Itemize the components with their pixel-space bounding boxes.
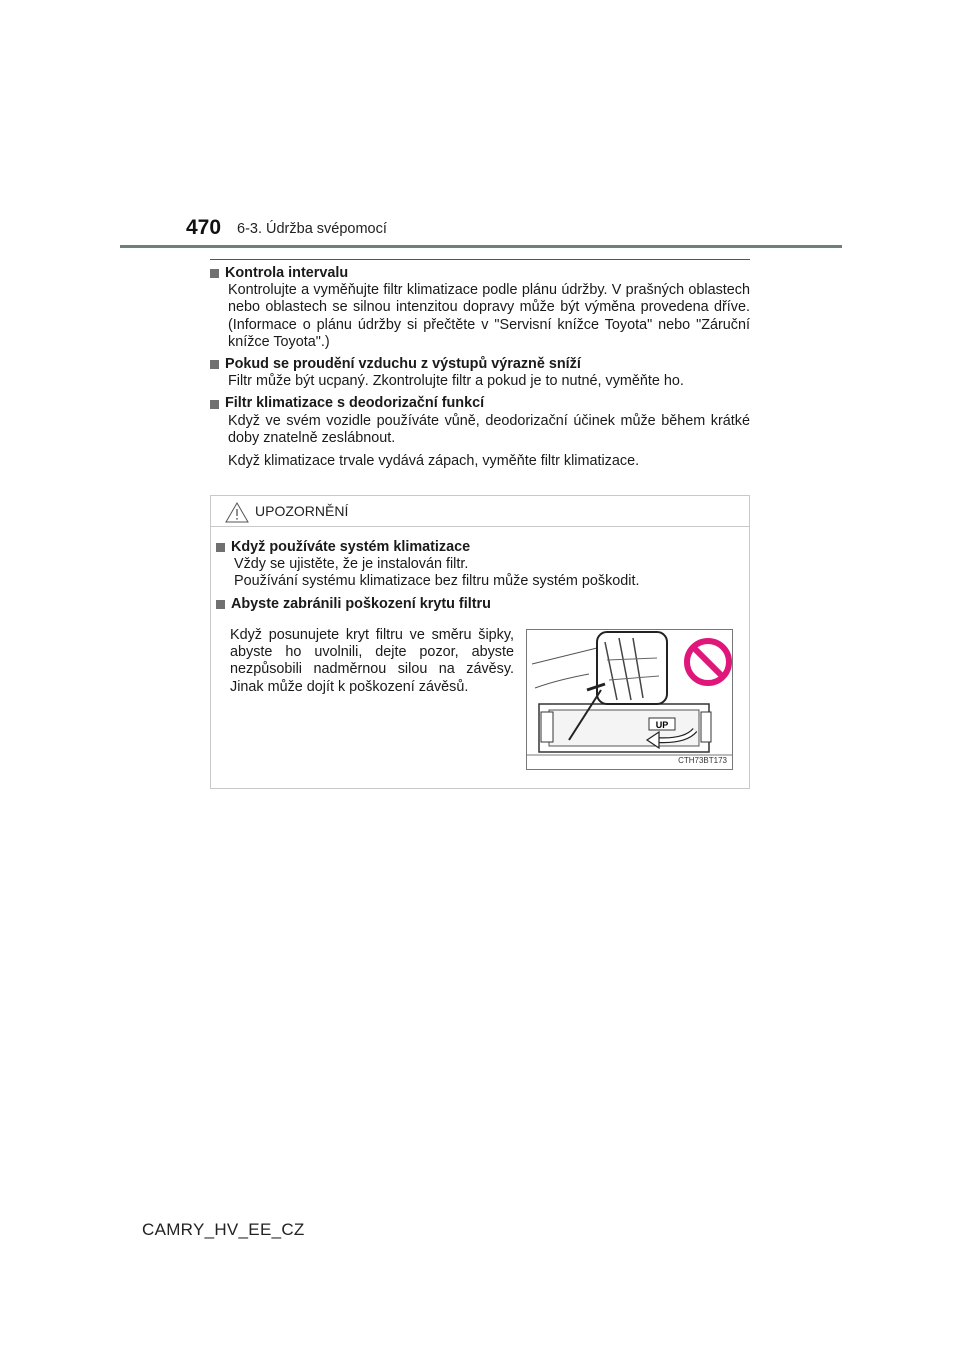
square-bullet-icon (210, 360, 219, 369)
warning-header (211, 496, 749, 527)
content-rule (210, 259, 750, 260)
page-number: 470 (186, 216, 222, 239)
warning-topic-title: Když používáte systém klimatizace (231, 539, 471, 555)
warning-line: Používání systému klimatizace bez filtru může systém poškodit. (234, 573, 640, 590)
square-bullet-icon (210, 400, 219, 409)
topic-title: Filtr klimatizace s deodorizační funkcí (225, 395, 485, 412)
warning-line: Vždy se ujistěte, že je instalován filtr. (234, 556, 469, 573)
topic-paragraph: Když klimatizace trvale vydává zápach, vyměňte filtr klimatizace. (228, 453, 640, 470)
filter-cover-illustration (526, 629, 733, 770)
main-content (210, 265, 750, 475)
warning-topic-cover (216, 596, 741, 613)
topic-title: Kontrola intervalu (225, 265, 349, 281)
filter-cover-drawing (527, 630, 732, 769)
topic-interval (210, 265, 750, 351)
topic-paragraph: Kontrolujte a vyměňujte filtr klimatizace podle plánu údržby. V prašných oblastech nebo oblastech se silnou intenzitou dopravy může být výměna provedena dříve. (Informace o plánu údržby si přečtěte v "Servisní knížce Toyota" nebo "Záruční knížce Toyota".) (228, 282, 750, 350)
warning-body (216, 539, 741, 618)
warning-topic-title: Abyste zabránili poškození krytu filtru (231, 595, 491, 612)
topic-paragraph: Filtr může být ucpaný. Zkontrolujte filtr a pokud je to nutné, vyměňte ho. (228, 373, 684, 390)
square-bullet-icon (210, 269, 219, 278)
topic-airflow (210, 356, 750, 390)
hinge-warning-text: Když posunujete kryt filtru ve směru šipky, abyste ho uvolnili, dejte pozor, abyste nezpůsobili nadměrnou silou na závěsy. Jinak může dojít k poškození závěsů. (230, 627, 514, 695)
illustration-code: CTH73BT173 (678, 756, 727, 765)
topic-paragraph: Když ve svém vozidle používáte vůně, deodorizační účinek může během krátké doby znatelně zeslábnout. (228, 412, 750, 446)
square-bullet-icon (216, 543, 225, 552)
section-title: 6-3. Údržba svépomocí (237, 221, 387, 237)
warning-box (210, 495, 750, 789)
topic-deodorizing (210, 395, 750, 470)
square-bullet-icon (216, 600, 225, 609)
warning-title: UPOZORNĚNÍ (255, 503, 349, 519)
warning-triangle-icon (225, 502, 249, 523)
header-rule (120, 245, 842, 248)
up-label: UP (655, 720, 669, 730)
footer-code: CAMRY_HV_EE_CZ (142, 1220, 305, 1239)
warning-topic-ac (216, 539, 741, 591)
topic-title: Pokud se proudění vzduchu z výstupů výrazně sníží (225, 356, 581, 373)
